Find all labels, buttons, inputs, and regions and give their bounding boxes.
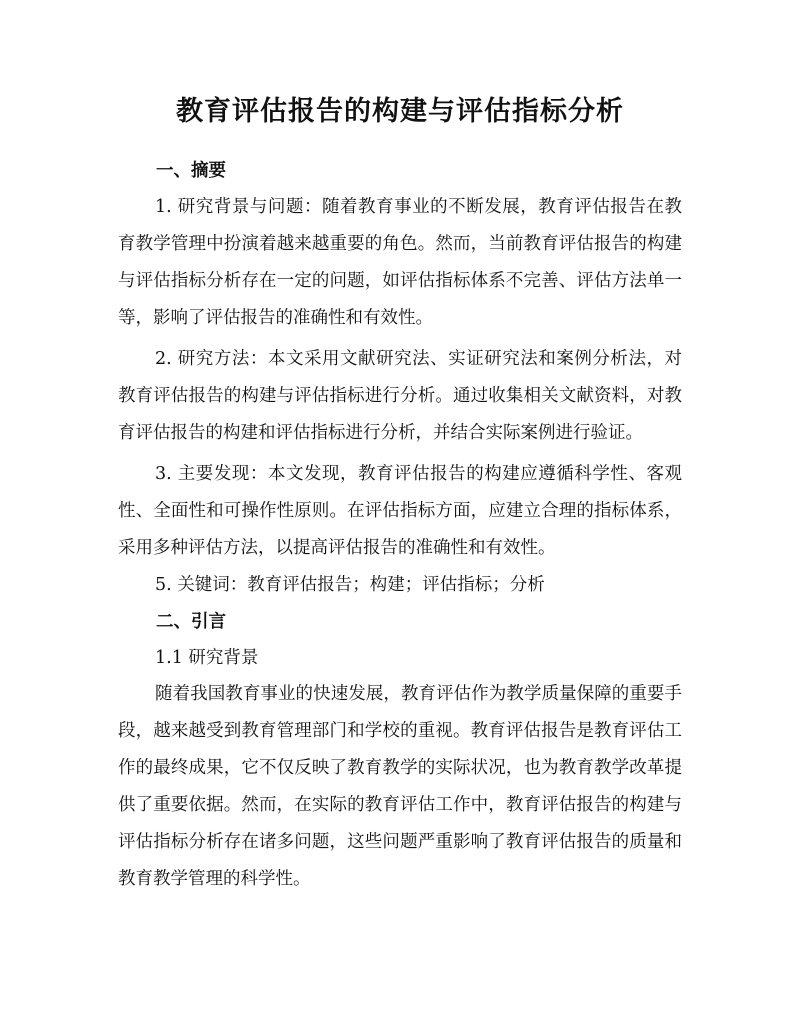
section-heading-intro: 二、引言	[156, 612, 226, 632]
abstract-item-keywords: 5. 关键词：教育评估报告；构建；评估指标；分析	[155, 575, 545, 595]
abstract-item-method: 2. 研究方法：本文采用文献研究法、实证研究法和案例分析法，对教育评估报告的构建与评估指标进行分析。通过收集相关文献资料，对教育评估报告的构建和评估指标进行分析，并结合实际案例进行验证。	[118, 349, 682, 443]
intro-paragraph: 随着我国教育事业的快速发展，教育评估作为教学质量保障的重要手段，越来越受到教育管理部门和学校的重视。教育评估报告是教育评估工作的最终成果，它不仅反映了教育教学的实际状况，也为教育教学改革提供了重要依据。然而，在实际的教育评估工作中，教育评估报告的构建与评估指标分析存在诸多问题，这些问题严重影响了教育评估报告的质量和教育教学管理的科学性。	[118, 684, 682, 889]
abstract-item-background: 1. 研究背景与问题：随着教育事业的不断发展，教育评估报告在教育教学管理中扮演着越来越重要的角色。然而，当前教育评估报告的构建与评估指标分析存在一定的问题，如评估指标体系不完善、评估方法单一等，影响了评估报告的准确性和有效性。	[118, 197, 682, 328]
section-heading-abstract: 一、摘要	[156, 161, 226, 181]
abstract-item-findings: 3. 主要发现：本文发现，教育评估报告的构建应遵循科学性、客观性、全面性和可操作性原则。在评估指标方面，应建立合理的指标体系，采用多种评估方法，以提高评估报告的准确性和有效性。	[118, 464, 682, 558]
subsection-heading-background: 1.1 研究背景	[155, 648, 259, 668]
document-title: 教育评估报告的构建与评估指标分析	[176, 96, 624, 127]
